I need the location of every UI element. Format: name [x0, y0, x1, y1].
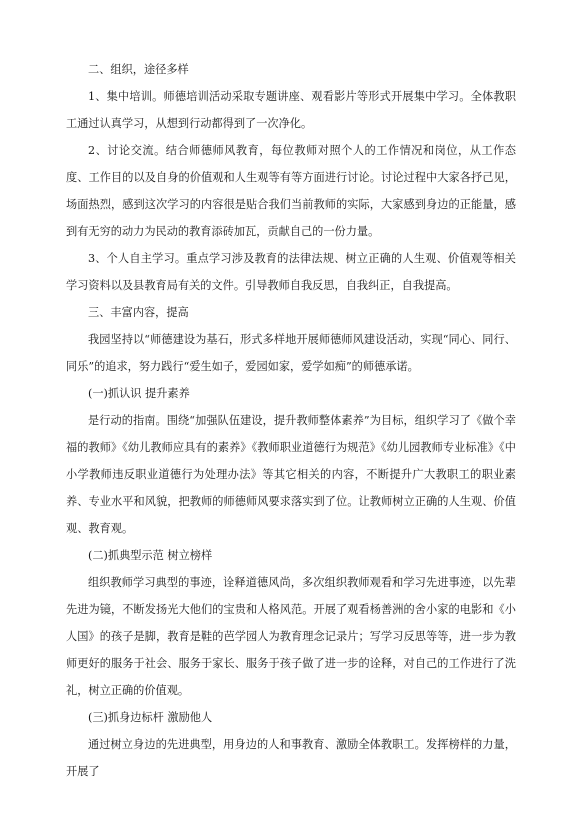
subheading-local-benchmarks: (三)抓身边标杆 激励他人 — [88, 711, 213, 724]
paragraph-centralized-training: 1、集中培训。师德培训活动采取专题讲座、观看影片等形式开展集中学习。全体教职工通过认真学习，从想到行动都得到了一次净化。 — [66, 90, 516, 130]
paragraph-local-benchmarks: 通过树立身边的先进典型，用身边的人和事教育、激励全体教职工。发挥榜样的力量，开展了 — [66, 738, 516, 778]
paragraph-role-models: 组织教师学习典型的事迹，诠释道德风尚，多次组织教师观看和学习先进事迹，以先辈先进为镜，不断发扬光大他们的宝贵和人格风范。开展了观看杨善洲的舍小家的电影和《小人国》的孩子是脚，教育是鞋的芭学园人为教育理念记录片；写学习反思等等，进一步为教师更好的服务于社会、服务于家长、服务于孩子做了进一步的诠释，对自己的工作进行了洗礼，树立正确的价值观。 — [66, 576, 516, 697]
paragraph-discussion-exchange: 2、讨论交流。结合师德师风教育，每位教师对照个人的工作情况和岗位，从工作态度、工作目的以及自身的价值观和人生观等有等方面进行讨论。讨论过程中大家各抒己见，场面热烈，感到这次学习的内容很是贴合我们当前教师的实际，大家感到身边的正能量，感到有无穷的动力为民动的教育添砖加瓦，贡献自己的一份力量。 — [66, 144, 516, 238]
section-heading-organization: 二、组织，途径多样 — [88, 63, 189, 76]
subheading-role-models: (二)抓典型示范 树立榜样 — [88, 549, 213, 562]
document-page — [66, 56, 516, 785]
paragraph-awareness: 是行动的指南。围绕“加强队伍建设，提升教师整体素养”为目标，组织学习了《做个幸福的教师》《幼儿教师应具有的素养》《教师职业道德行为规范》《幼儿园教师专业标准》《中小学教师违反职业道德行为处理办法》等其它相关的内容，不断提升广大教职工的职业素养、专业水平和风貌，把教师的师德师风要求落实到了位。让教师树立正确的人生观、价值观、教育观。 — [66, 414, 516, 535]
paragraph-garden-commitment: 我园坚持以“师德建设为基石，形式多样地开展师德师风建设活动，实现“同心、同行、同乐”的追求，努力践行“爱生如子，爱园如家，爱学如痴”的师德承诺。 — [66, 333, 516, 373]
paragraph-self-study: 3、个人自主学习。重点学习涉及教育的法律法规、树立正确的人生观、价值观等相关学习资料以及县教育局有关的文件。引导教师自我反思，自我纠正，自我提高。 — [66, 252, 516, 292]
section-heading-enrich-content: 三、丰富内容，提高 — [88, 306, 189, 319]
subheading-awareness: (一)抓认识 提升素养 — [88, 387, 190, 400]
